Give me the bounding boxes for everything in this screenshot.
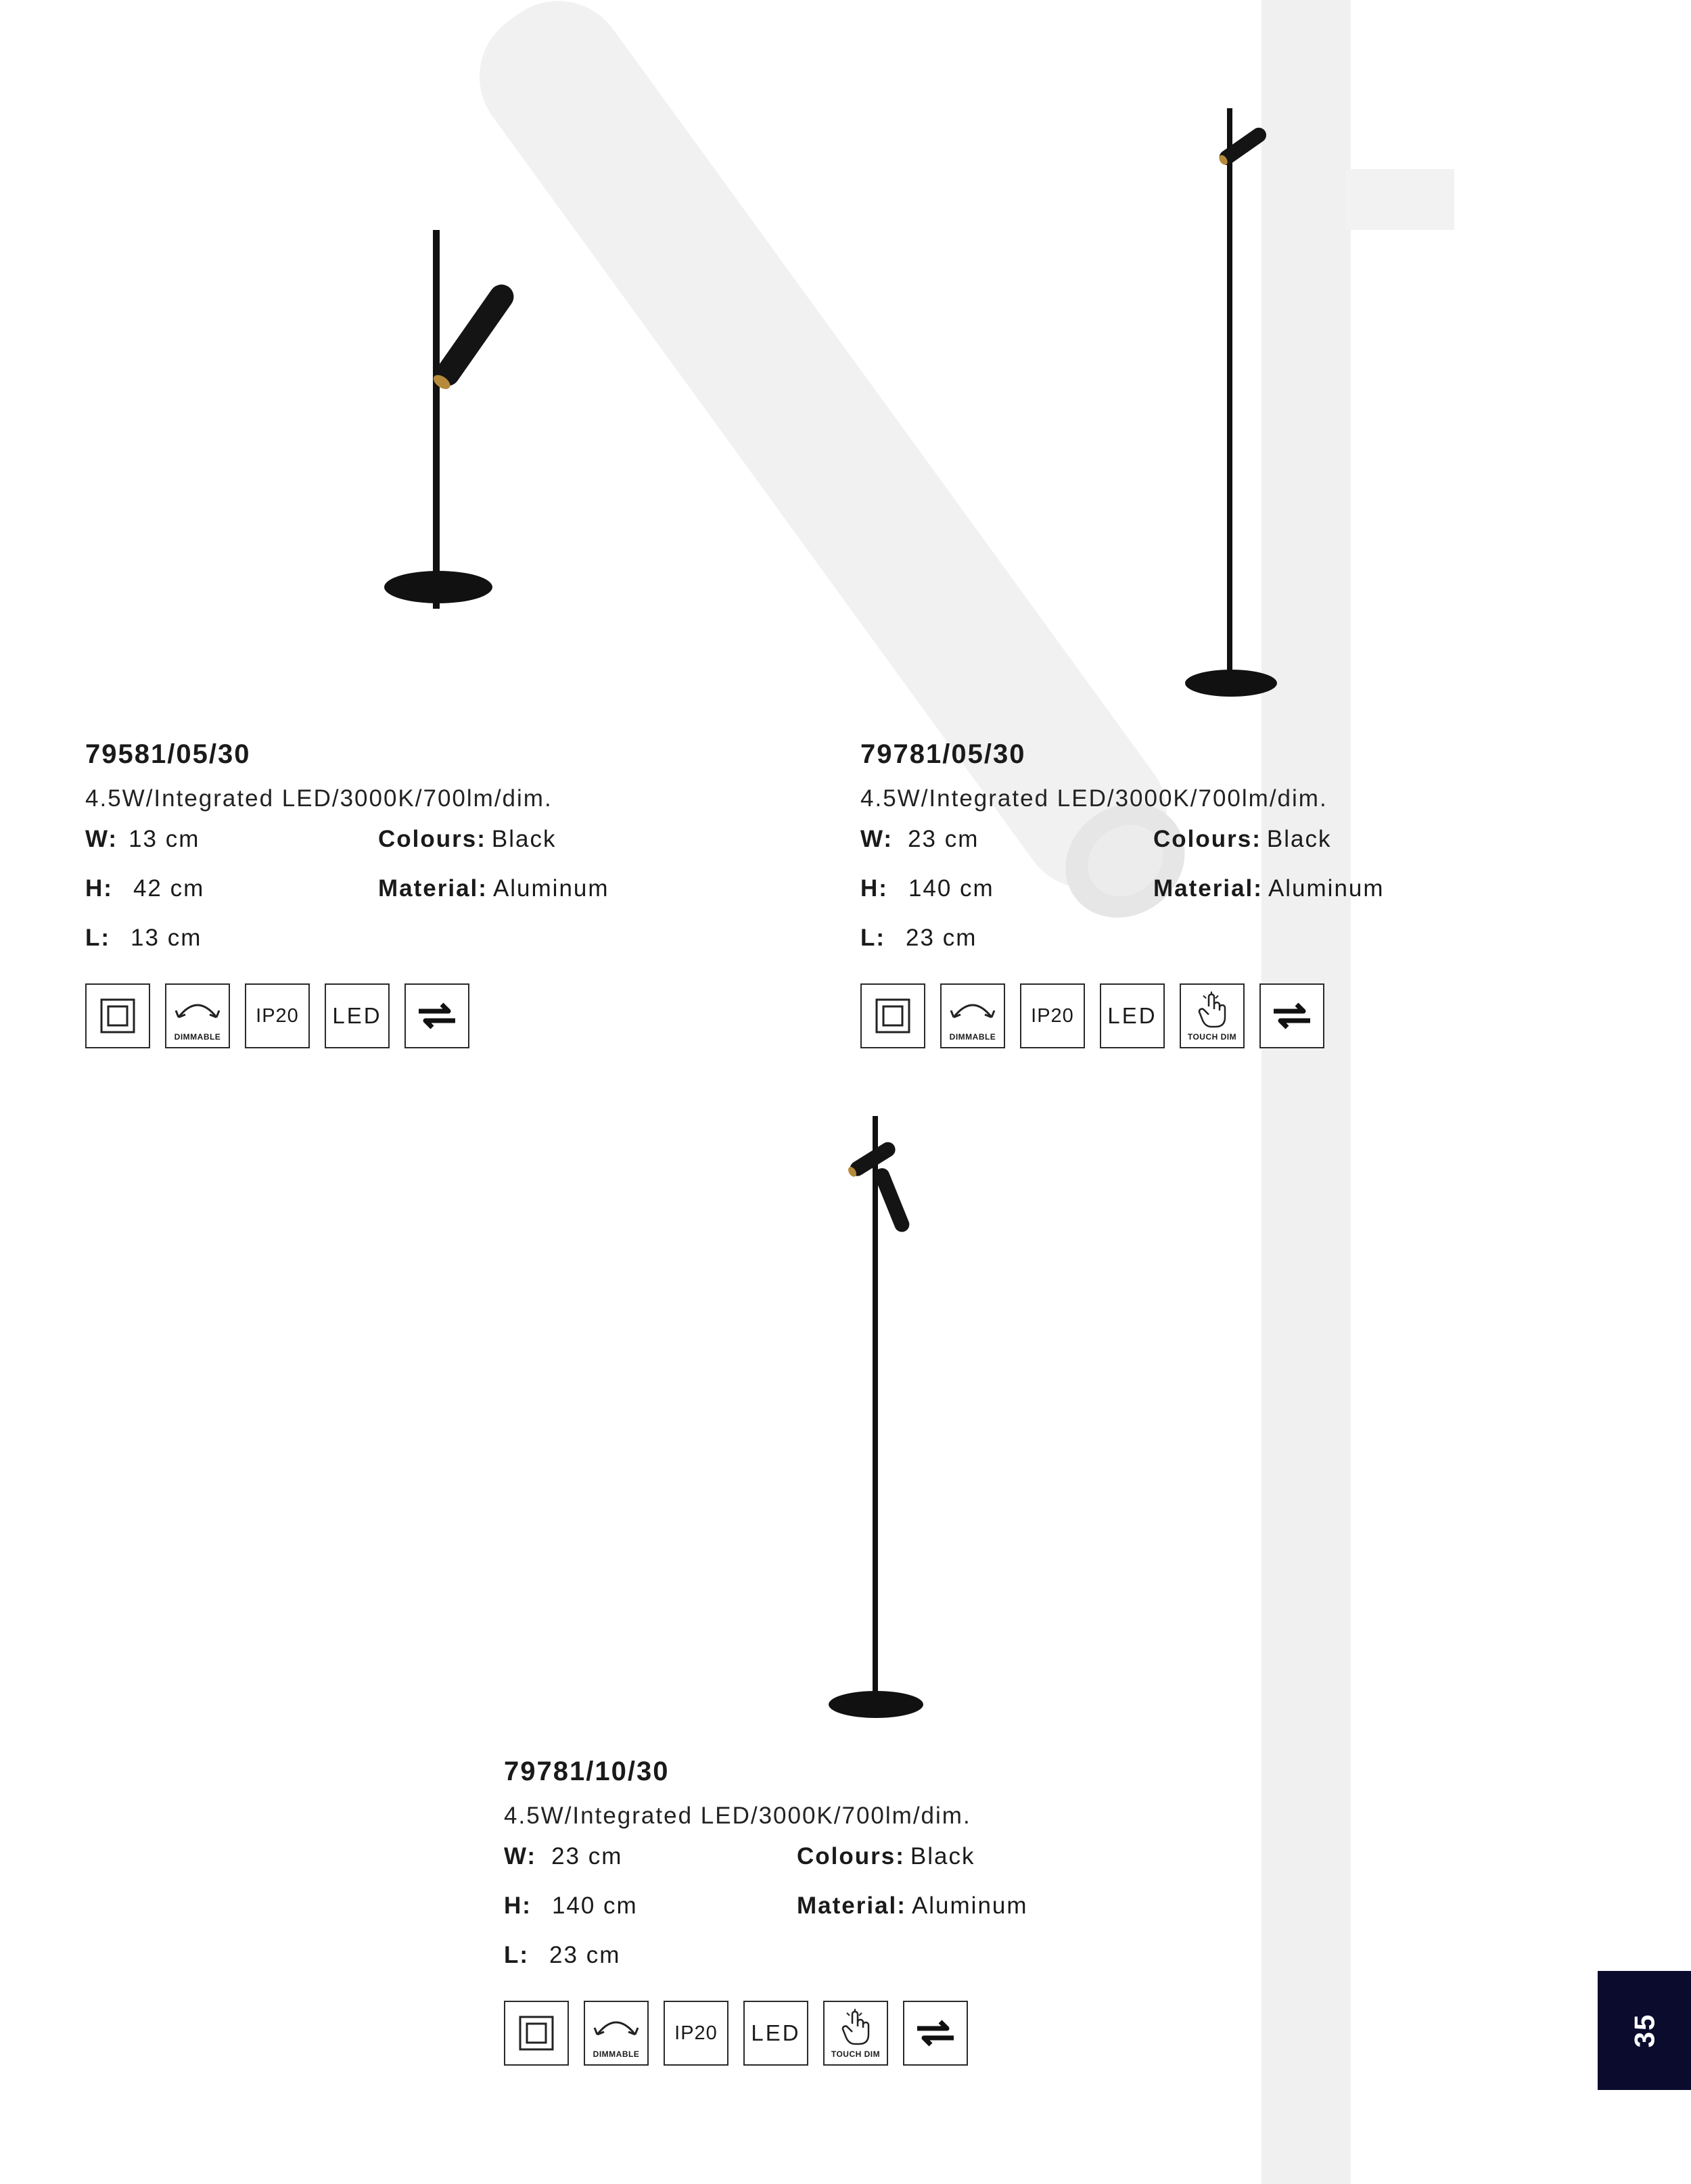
touch-dim-icon: [1180, 983, 1245, 1048]
dimmable-icon: [940, 983, 1005, 1048]
feature-icons-2: [860, 983, 1339, 1048]
spec-label: Material:: [797, 1892, 906, 1919]
spec-label: L:: [85, 925, 111, 951]
touch-dim-icon: [823, 2001, 888, 2066]
ip20-badge: [1020, 983, 1085, 1048]
spec-value: Aluminum: [911, 1892, 1028, 1919]
spec-colours: [378, 822, 556, 856]
dimmable-label: DIMMABLE: [949, 1032, 996, 1042]
spec-grid: [504, 1840, 1180, 1989]
spec-value: Black: [1266, 826, 1332, 852]
replaceable-icon: [1259, 983, 1324, 1048]
product-info-1: [85, 736, 762, 971]
ip20-badge: [664, 2001, 728, 2066]
spec-label: Colours:: [1153, 826, 1261, 852]
spec-value: 23 cm: [908, 826, 979, 852]
spec-label: Colours:: [378, 826, 486, 852]
spec-grid: [85, 822, 762, 971]
spec-value: 140 cm: [551, 1892, 638, 1919]
product-sku: 79781/10/30: [504, 1757, 670, 1786]
spec-width: [860, 822, 979, 856]
spec-value: Black: [910, 1843, 975, 1869]
spec-grid: [860, 822, 1537, 971]
spec-value: Aluminum: [1268, 875, 1385, 902]
product-info-3: [504, 1753, 1180, 1989]
dimmable-label: DIMMABLE: [593, 2049, 640, 2059]
feature-icons-3: [504, 2001, 983, 2066]
spec-value: Black: [491, 826, 557, 852]
product-info-2: [860, 736, 1537, 971]
touch-dim-label: TOUCH DIM: [831, 2049, 881, 2059]
spec-label: Material:: [378, 875, 488, 902]
led-badge: [325, 983, 390, 1048]
spec-value: 23 cm: [551, 1843, 623, 1869]
ip20-badge: [245, 983, 310, 1048]
spec-value: 13 cm: [131, 925, 202, 951]
page-number: 35: [1628, 2013, 1660, 2048]
spec-length: [860, 921, 977, 955]
spec-material: [1153, 872, 1385, 906]
spec-label: H:: [504, 1892, 532, 1919]
replaceable-icon: [903, 2001, 968, 2066]
spec-value: 23 cm: [549, 1942, 621, 1968]
page-number-tab: [1598, 1971, 1691, 2090]
spec-colours: [797, 1840, 975, 1874]
feature-icons-1: [85, 983, 484, 1048]
spec-length: [85, 921, 202, 955]
ip20-label: IP20: [256, 1004, 299, 1027]
spec-label: H:: [85, 875, 113, 902]
class-ii-icon: [504, 2001, 569, 2066]
spec-label: W:: [85, 826, 118, 852]
spec-height: [85, 872, 204, 906]
spec-height: [860, 872, 994, 906]
spec-label: Colours:: [797, 1843, 905, 1869]
spec-label: L:: [504, 1942, 530, 1968]
dimmable-label: DIMMABLE: [174, 1032, 221, 1042]
product-description: 4.5W/Integrated LED/3000K/700lm/dim.: [860, 785, 1328, 812]
led-badge: [743, 2001, 808, 2066]
product-description: 4.5W/Integrated LED/3000K/700lm/dim.: [504, 1803, 971, 1829]
spec-width: [85, 822, 200, 856]
class-ii-icon: [860, 983, 925, 1048]
led-label: LED: [751, 2020, 801, 2045]
led-label: LED: [1107, 1003, 1157, 1028]
led-badge: [1100, 983, 1165, 1048]
ip20-label: IP20: [1031, 1004, 1074, 1027]
class-ii-icon: [85, 983, 150, 1048]
spec-material: [378, 872, 609, 906]
spec-value: Aluminum: [492, 875, 609, 902]
dimmable-icon: [165, 983, 230, 1048]
product-description: 4.5W/Integrated LED/3000K/700lm/dim.: [85, 785, 553, 812]
product-image-floor-lamp-double: [818, 1113, 933, 1728]
touch-dim-label: TOUCH DIM: [1187, 1032, 1237, 1042]
ip20-label: IP20: [674, 2022, 718, 2044]
spec-label: W:: [504, 1843, 537, 1869]
spec-value: 42 cm: [133, 875, 205, 902]
spec-label: Material:: [1153, 875, 1263, 902]
spec-colours: [1153, 822, 1331, 856]
spec-value: 13 cm: [129, 826, 200, 852]
spec-height: [504, 1889, 638, 1923]
spec-label: L:: [860, 925, 886, 951]
spec-label: H:: [860, 875, 888, 902]
product-sku: 79581/05/30: [85, 739, 251, 769]
spec-width: [504, 1840, 622, 1874]
product-sku: 79781/05/30: [860, 739, 1026, 769]
spec-value: 23 cm: [906, 925, 977, 951]
spec-material: [797, 1889, 1028, 1923]
replaceable-icon: [404, 983, 469, 1048]
spec-length: [504, 1938, 620, 1972]
dimmable-icon: [584, 2001, 649, 2066]
spec-label: W:: [860, 826, 894, 852]
product-image-floor-lamp-single: [1177, 105, 1292, 700]
led-label: LED: [332, 1003, 382, 1028]
spec-value: 140 cm: [908, 875, 994, 902]
product-image-table-lamp: [365, 216, 521, 622]
